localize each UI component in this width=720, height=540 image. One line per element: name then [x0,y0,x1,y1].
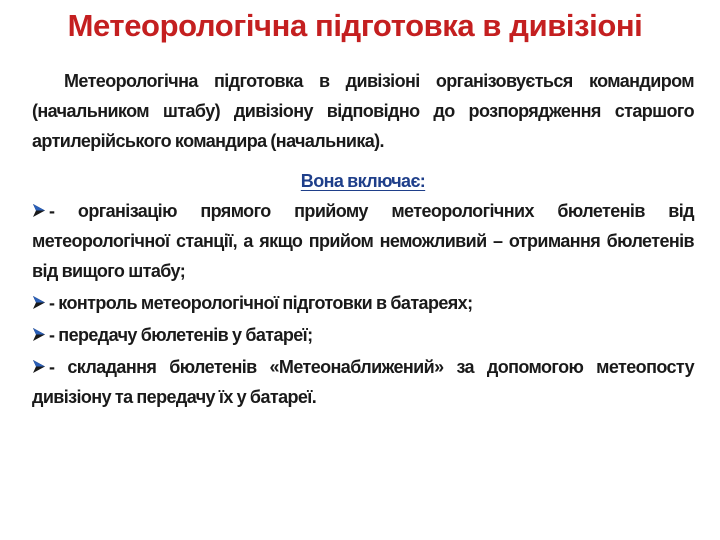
list-heading: Вона включає: [300,171,426,191]
list-item [32,320,694,350]
list-item-text: - передачу бюлетенів у батареї; [49,325,313,345]
list-item-text: - контроль метеорологічної підготовки в батареях; [49,293,473,313]
slide-title: Метеорологічна підготовка в дивізіоні [67,8,643,43]
list-item [32,196,694,286]
list-item-text: - складання бюлетенів «Метеонаближений» за допомогою метеопосту дивізіону та передачу їх у батареї. [32,357,694,407]
bullet-list [32,196,694,412]
list-item [32,288,694,318]
intro-paragraph: Метеорологічна підготовка в дивізіоні організовується командиром (начальником штабу) дивізіону відповідно до розпорядження старшого артилерійського командира (начальника). [32,71,694,151]
arrowhead-bullet-icon [32,327,46,342]
arrowhead-bullet-icon [32,359,46,374]
list-item-text: - організацію прямого прийому метеорологічних бюлетенів від метеорологічної станції, а якщо прийом неможливий – отримання бюлетенів від вищого штабу; [32,201,694,281]
arrowhead-bullet-icon [32,203,46,218]
list-item [32,352,694,412]
arrowhead-bullet-icon [32,295,46,310]
slide-content [32,66,694,414]
